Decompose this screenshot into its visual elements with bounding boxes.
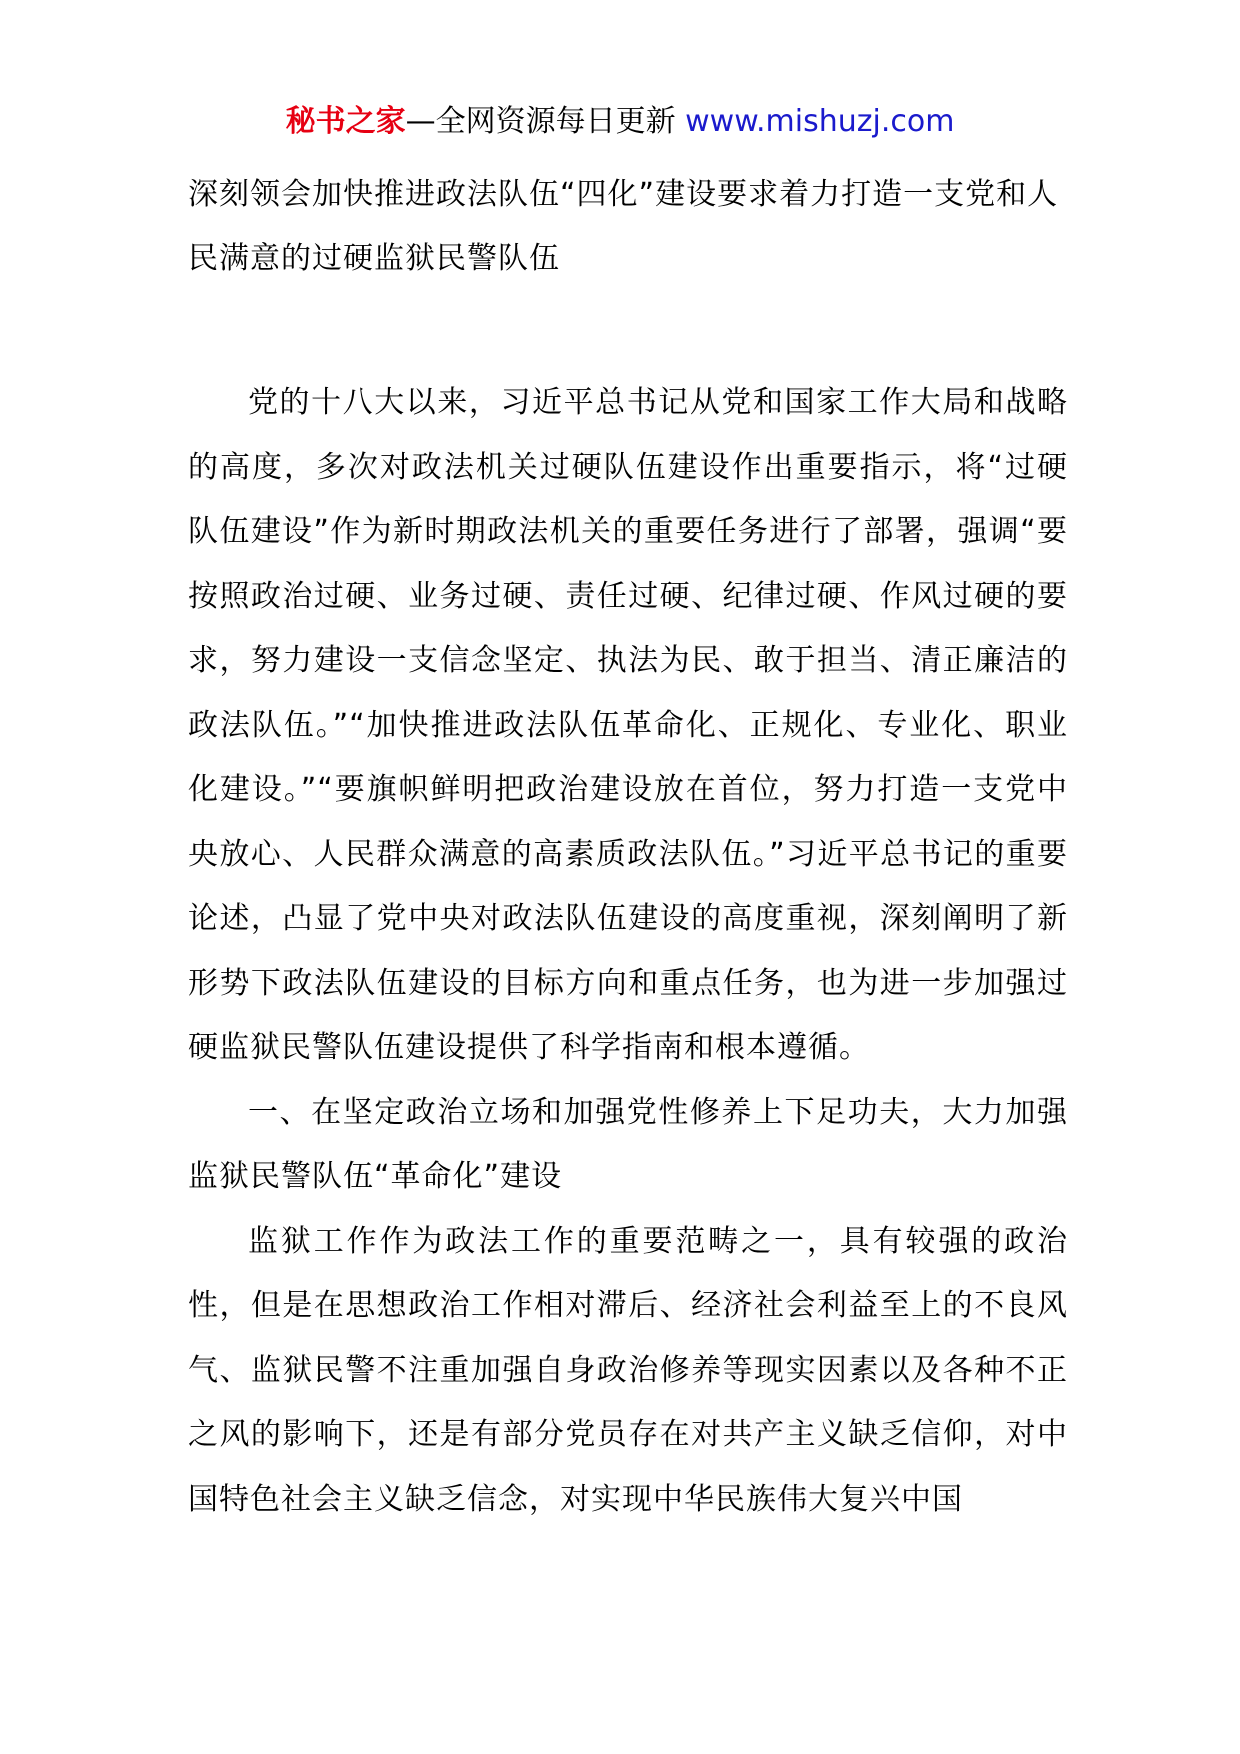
title-spacer — [188, 291, 1068, 371]
paragraph-intro: 党的十八大以来，习近平总书记从党和国家工作大局和战略的高度，多次对政法机关过硬队伍建设作出重要指示，将“过硬队伍建设”作为新时期政法机关的重要任务进行了部署，强调“要按照政治过硬、业务过硬、责任过硬、纪律过硬、作风过硬的要求，努力建设一支信念坚定、执法为民、敢于担当、清正廉洁的政法队伍。”“加快推进政法队伍革命化、正规化、专业化、职业化建设。”“要旗帜鲜明把政治建设放在首位，努力打造一支党中央放心、人民群众满意的高素质政法队伍。”习近平总书记的重要论述，凸显了党中央对政法队伍建设的高度重视，深刻阐明了新形势下政法队伍建设的目标方向和重点任务，也为进一步加强过硬监狱民警队伍建设提供了科学指南和根本遵循。 — [188, 385, 1068, 1065]
site-tagline: —全网资源每日更新 — [405, 104, 686, 139]
document-title: 深刻领会加快推进政法队伍“四化”建设要求着力打造一支党和人民满意的过硬监狱民警队伍 — [188, 177, 1059, 276]
site-brand: 秘书之家 — [285, 104, 406, 139]
document-body — [188, 163, 1068, 1532]
paragraph-section-1: 监狱工作作为政法工作的重要范畴之一，具有较强的政治性，但是在思想政治工作相对滞后、经济社会利益至上的不良风气、监狱民警不注重加强自身政治修养等现实因素以及各种不正之风的影响下，还是有部分党员存在对共产主义缺乏信仰，对中国特色社会主义缺乏信念，对实现中华民族伟大复兴中国 — [188, 1223, 1068, 1517]
section-heading-1: 一、在坚定政治立场和加强党性修养上下足功夫，大力加强监狱民警队伍“革命化”建设 — [188, 1094, 1068, 1194]
site-header — [0, 100, 1240, 144]
site-url-link[interactable]: www.mishuzj.com — [685, 104, 955, 139]
